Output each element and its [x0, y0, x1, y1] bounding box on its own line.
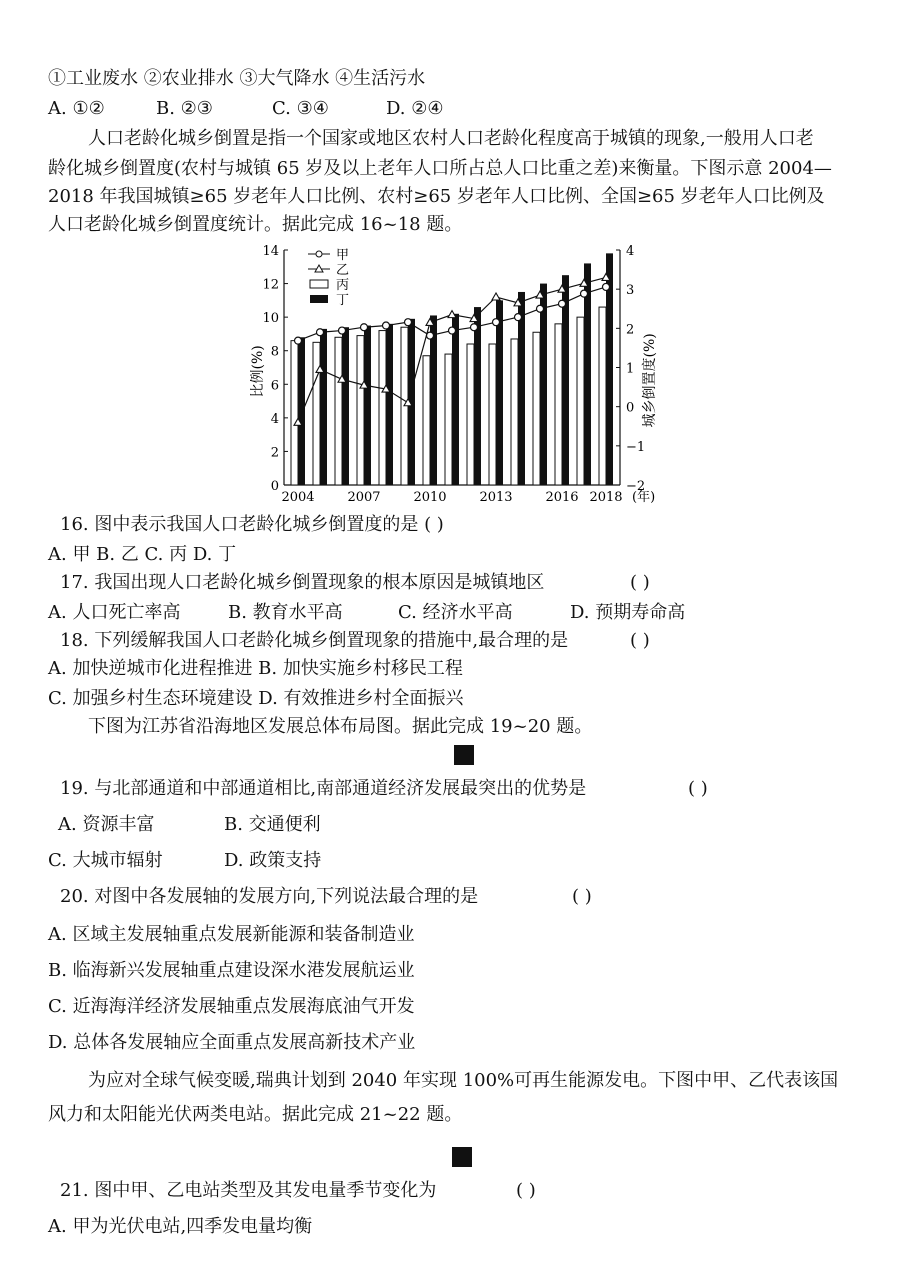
intro-16-18-line-1: 人口老龄化城乡倒置是指一个国家或地区农村人口老龄化程度高于城镇的现象,一般用人口老 — [88, 128, 814, 149]
bar-bing — [445, 354, 452, 485]
series-jia-point — [603, 283, 610, 290]
q19-answer-paren: ( ) — [688, 778, 708, 799]
q15-options — [48, 96, 444, 122]
x-tick-label: 2010 — [413, 490, 447, 505]
legend-yi-label: 乙 — [336, 263, 350, 278]
q15-items: ①工业废水 ②农业排水 ③大气降水 ④生活污水 — [48, 68, 426, 89]
y-tick-label-left: 6 — [270, 378, 279, 394]
option-c: C. 大城市辐射 — [48, 850, 163, 871]
option-b: B. 交通便利 — [224, 814, 321, 835]
bar-ding — [342, 327, 349, 485]
aging-inversion-chart — [250, 240, 680, 508]
bar-bing — [357, 336, 364, 485]
series-jia-point — [493, 319, 500, 326]
series-jia-point — [361, 324, 368, 331]
legend-jia-marker — [316, 251, 322, 257]
x-tick-label: 2004 — [281, 490, 315, 505]
bar-bing — [599, 307, 606, 485]
x-tick-label: 2007 — [347, 490, 381, 505]
y-tick-label-right: 1 — [626, 361, 635, 377]
q18-stem: 18. 下列缓解我国人口老龄化城乡倒置现象的措施中,最合理的是 — [60, 630, 569, 651]
bar-ding — [540, 284, 547, 485]
x-tick-label: 2013 — [479, 490, 513, 505]
y-tick-label-right: −1 — [626, 439, 646, 455]
bar-ding — [430, 315, 437, 485]
y-axis-title-left: 比例(%) — [250, 345, 266, 398]
option-d: D. 政策支持 — [224, 850, 322, 871]
option-a: A. ①② — [48, 98, 105, 119]
map-placeholder-image — [454, 745, 474, 765]
option-d: D. ②④ — [386, 98, 444, 119]
series-jia-point — [317, 329, 324, 336]
q20-option-d: D. 总体各发展轴应全面重点发展高新技术产业 — [48, 1032, 416, 1053]
legend-bing-swatch — [310, 280, 328, 288]
q19-options-1 — [58, 812, 321, 838]
y-tick-label-right: 0 — [626, 400, 635, 416]
y-tick-label-left: 4 — [270, 411, 279, 427]
series-jia-point — [295, 337, 302, 344]
option-a: A. 资源丰富 — [58, 814, 155, 835]
bar-bing — [533, 332, 540, 485]
bar-bing — [489, 344, 496, 485]
q20-answer-paren: ( ) — [572, 886, 592, 907]
bar-ding — [298, 337, 305, 485]
y-tick-label-right: 3 — [626, 283, 635, 299]
y-axis-title-right: 城乡倒置度(%) — [642, 333, 658, 428]
y-tick-label-right: 4 — [626, 244, 635, 259]
y-tick-label-left: 10 — [262, 311, 279, 327]
q18-options-1: A. 加快逆城市化进程推进 B. 加快实施乡村移民工程 — [48, 658, 463, 679]
y-tick-label-left: 8 — [270, 344, 279, 360]
series-jia-point — [559, 300, 566, 307]
legend-ding-swatch — [310, 295, 328, 303]
bar-ding — [364, 326, 371, 485]
map-placeholder-image — [452, 1147, 472, 1167]
option-a: A. 人口死亡率高 — [48, 602, 181, 623]
q18-options-2: C. 加强乡村生态环境建设 D. 有效推进乡村全面振兴 — [48, 688, 464, 709]
series-jia-point — [383, 322, 390, 329]
series-jia-point — [339, 327, 346, 334]
q20-option-b: B. 临海新兴发展轴重点建设深水港发展航运业 — [48, 960, 415, 981]
x-tick-label: 2016 — [545, 490, 579, 505]
q21-answer-paren: ( ) — [516, 1180, 536, 1201]
q19-options-2 — [48, 848, 321, 874]
q20-stem: 20. 对图中各发展轴的发展方向,下列说法最合理的是 — [60, 886, 479, 907]
y-tick-label-left: 12 — [262, 277, 279, 293]
series-jia-point — [471, 324, 478, 331]
q17-options — [48, 600, 685, 626]
bar-bing — [577, 317, 584, 485]
intro-19-20: 下图为江苏省沿海地区发展总体布局图。据此完成 19~20 题。 — [88, 716, 593, 737]
intro-16-18-line-3: 2018 年我国城镇≥65 岁老年人口比例、农村≥65 岁老年人口比例、全国≥65 岁老年人口比例及 — [48, 186, 825, 207]
bar-bing — [291, 341, 298, 485]
option-b: B. ②③ — [156, 98, 213, 119]
q20-option-a: A. 区域主发展轴重点发展新能源和装备制造业 — [48, 924, 415, 945]
q21-option-a: A. 甲为光伏电站,四季发电量均衡 — [48, 1216, 313, 1237]
series-jia-point — [537, 305, 544, 312]
series-jia-point — [449, 327, 456, 334]
intro-16-18-line-2: 龄化城乡倒置度(农村与城镇 65 岁及以上老年人口所占总人口比重之差)来衡量。下图示意 2004— — [48, 158, 832, 179]
legend-bing-label: 丙 — [336, 278, 350, 293]
bar-ding — [452, 314, 459, 485]
series-jia-point — [515, 314, 522, 321]
x-unit-label: (年) — [632, 490, 656, 505]
q16-stem: 16. 图中表示我国人口老龄化城乡倒置度的是 ( ) — [60, 514, 444, 535]
option-b: B. 教育水平高 — [228, 602, 343, 623]
q20-option-c: C. 近海海洋经济发展轴重点发展海底油气开发 — [48, 996, 415, 1017]
intro-21-22-line-1: 为应对全球气候变暖,瑞典计划到 2040 年实现 100%可再生能源发电。下图中甲、乙代表该国 — [88, 1070, 839, 1091]
q18-answer-paren: ( ) — [630, 630, 650, 651]
q16-options: A. 甲 B. 乙 C. 丙 D. 丁 — [48, 544, 237, 565]
bar-ding — [386, 324, 393, 485]
bar-ding — [496, 300, 503, 485]
legend-ding-label: 丁 — [336, 293, 350, 308]
bar-bing — [423, 356, 430, 485]
bar-bing — [335, 337, 342, 485]
bar-bing — [555, 324, 562, 485]
bar-bing — [511, 339, 518, 485]
q19-stem: 19. 与北部通道和中部通道相比,南部通道经济发展最突出的优势是 — [60, 778, 587, 799]
y-tick-label-left: 2 — [270, 445, 279, 461]
y-tick-label-left: 14 — [262, 244, 279, 259]
option-c: C. ③④ — [272, 98, 329, 119]
series-yi-point — [492, 293, 500, 300]
series-jia-point — [581, 290, 588, 297]
q17-stem: 17. 我国出现人口老龄化城乡倒置现象的根本原因是城镇地区 — [60, 572, 545, 593]
y-tick-label-right: −2 — [626, 479, 646, 494]
bar-ding — [320, 329, 327, 485]
intro-21-22-line-2: 风力和太阳能光伏两类电站。据此完成 21~22 题。 — [48, 1104, 463, 1125]
legend-jia-label: 甲 — [336, 248, 350, 263]
y-tick-label-right: 2 — [626, 322, 635, 338]
bar-bing — [467, 344, 474, 485]
option-d: D. 预期寿命高 — [570, 602, 686, 623]
option-c: C. 经济水平高 — [398, 602, 513, 623]
bar-bing — [379, 331, 386, 485]
bar-bing — [313, 342, 320, 485]
bar-ding — [474, 307, 481, 485]
x-tick-label: 2018 — [589, 490, 623, 505]
q17-answer-paren: ( ) — [630, 572, 650, 593]
intro-16-18-line-4: 人口老龄化城乡倒置度统计。据此完成 16~18 题。 — [48, 214, 463, 235]
series-jia-point — [405, 319, 412, 326]
q21-stem: 21. 图中甲、乙电站类型及其发电量季节变化为 — [60, 1180, 437, 1201]
y-tick-label-left: 0 — [270, 479, 279, 494]
